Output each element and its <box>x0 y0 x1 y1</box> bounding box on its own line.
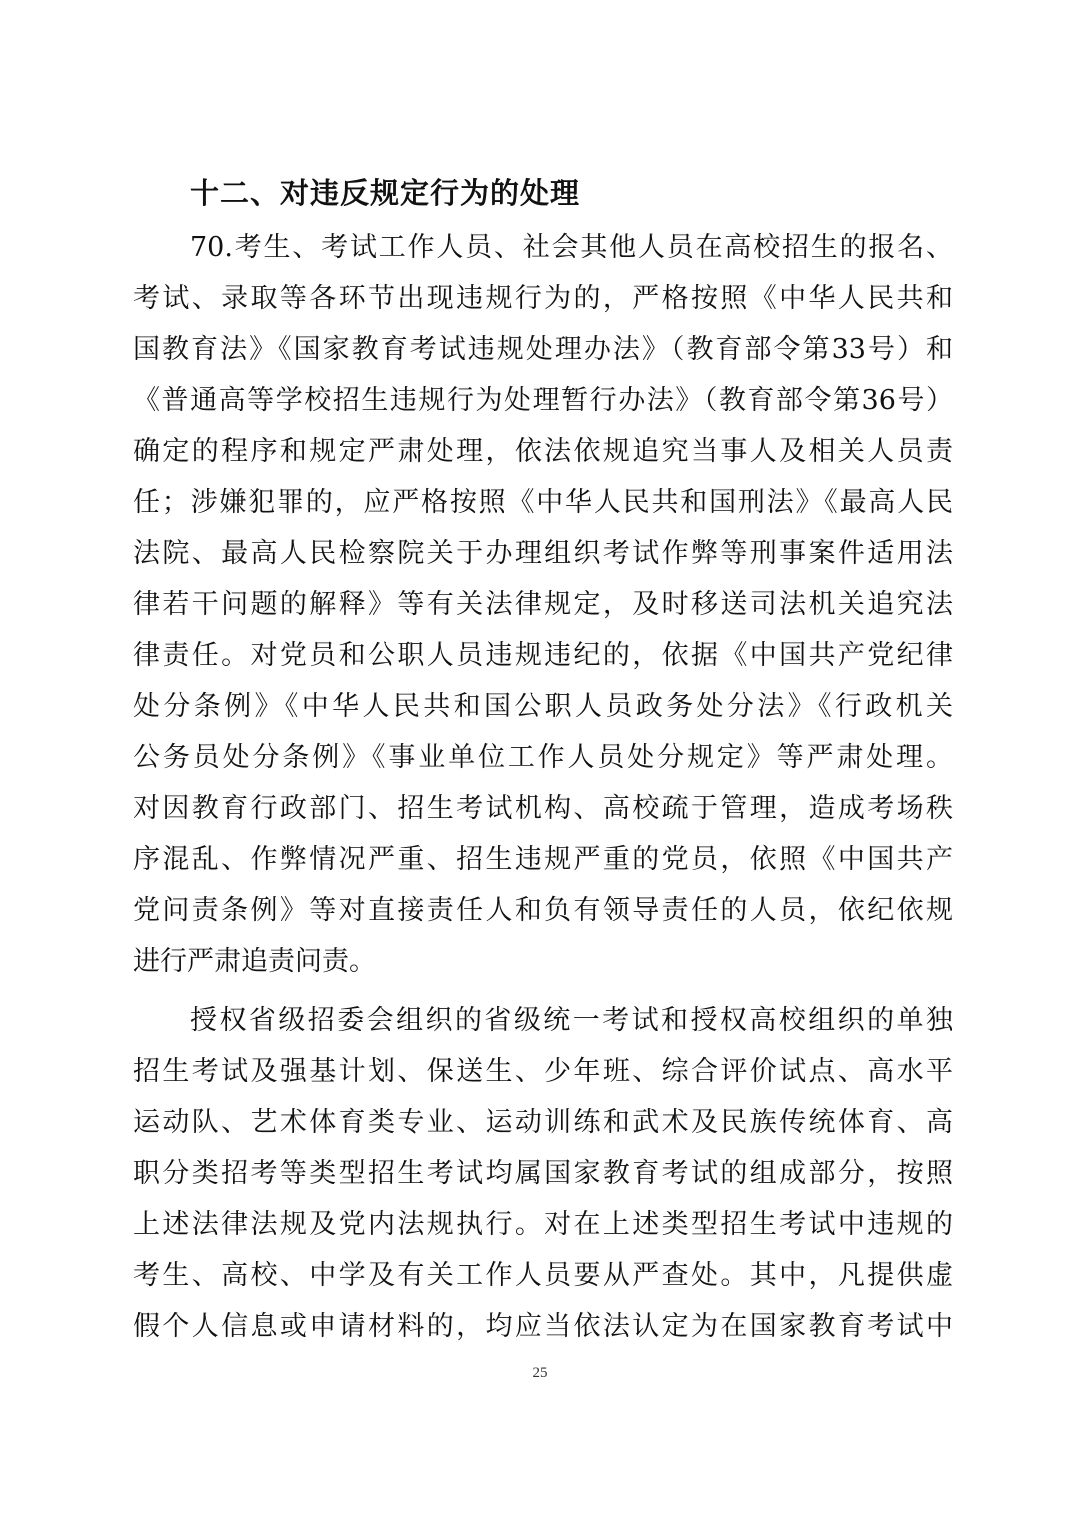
text-line: 授权省级招委会组织的省级统一考试和授权高校组织的单独 <box>190 1005 953 1036</box>
paragraph-gap <box>133 987 953 995</box>
text-line: 进行严肃追责问责。 <box>133 946 376 977</box>
section-heading: 十二、对违反规定行为的处理 <box>190 176 581 210</box>
text-line: 对因教育行政部门、招生考试机构、高校疏于管理，造成考场秩 <box>133 793 953 824</box>
text-line: 党问责条例》等对直接责任人和负有领导责任的人员，依纪依规 <box>133 895 953 926</box>
text-line: 序混乱、作弊情况严重、招生违规严重的党员，依照《中国共产 <box>133 844 953 875</box>
page-number: 25 <box>532 1365 548 1381</box>
text-line: 处分条例》《中华人民共和国公职人员政务处分法》《行政机关 <box>133 691 953 722</box>
text-line: 公务员处分条例》《事业单位工作人员处分规定》等严肃处理。 <box>133 742 953 773</box>
text-line: 律若干问题的解释》等有关法律规定，及时移送司法机关追究法 <box>133 589 953 620</box>
text-line: 法院、最高人民检察院关于办理组织考试作弊等刑事案件适用法 <box>133 538 953 569</box>
text-line: 确定的程序和规定严肃处理，依法依规追究当事人及相关人员责 <box>133 436 953 467</box>
paragraph-2 <box>133 995 953 1352</box>
text-line: 上述法律法规及党内法规执行。对在上述类型招生考试中违规的 <box>133 1209 953 1240</box>
body-text <box>133 222 953 1352</box>
paragraph-1 <box>133 222 953 987</box>
text-line: 运动队、艺术体育类专业、运动训练和武术及民族传统体育、高 <box>133 1107 953 1138</box>
text-line: 70.考生、考试工作人员、社会其他人员在高校招生的报名、 <box>190 232 953 263</box>
text-line: 《普通高等学校招生违规行为处理暂行办法》（教育部令第36号） <box>133 385 953 416</box>
text-line: 假个人信息或申请材料的，均应当依法认定为在国家教育考试中 <box>133 1311 953 1342</box>
text-line: 职分类招考等类型招生考试均属国家教育考试的组成部分，按照 <box>133 1158 953 1189</box>
text-line: 律责任。对党员和公职人员违规违纪的，依据《中国共产党纪律 <box>133 640 953 671</box>
text-line: 考生、高校、中学及有关工作人员要从严查处。其中，凡提供虚 <box>133 1260 953 1291</box>
text-line: 任；涉嫌犯罪的，应严格按照《中华人民共和国刑法》《最高人民 <box>133 487 953 518</box>
text-line: 国教育法》《国家教育考试违规处理办法》（教育部令第33号）和 <box>133 334 953 365</box>
text-line: 招生考试及强基计划、保送生、少年班、综合评价试点、高水平 <box>133 1056 953 1087</box>
text-line: 考试、录取等各环节出现违规行为的，严格按照《中华人民共和 <box>133 283 953 314</box>
